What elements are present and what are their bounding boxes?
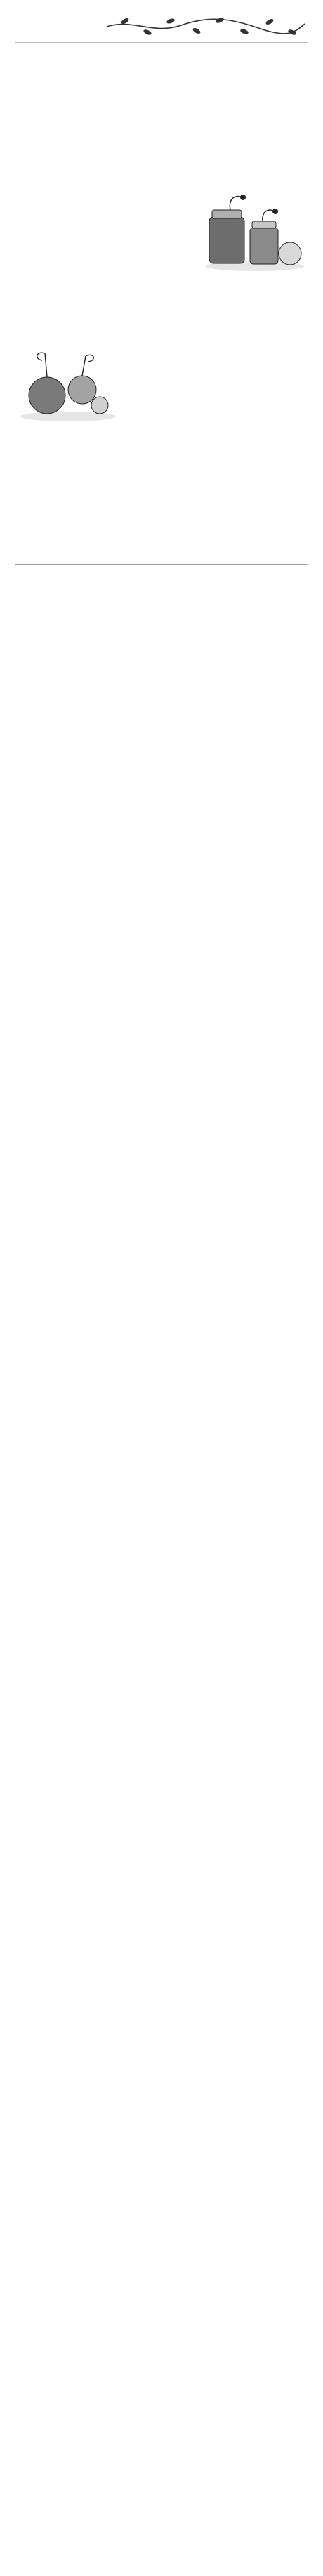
- paragraph: [15, 534, 308, 548]
- paragraph: [15, 300, 308, 314]
- herb-jars-illustration: [202, 189, 308, 273]
- recipe-paragraph: [15, 321, 308, 335]
- seed-pods-illustration: [15, 346, 121, 423]
- recipe-paragraph: [15, 471, 308, 485]
- article-title: [15, 55, 308, 70]
- source-footer: [15, 570, 308, 580]
- paragraph: [15, 100, 308, 114]
- footer-divider: [15, 564, 308, 565]
- paragraph: [15, 143, 308, 157]
- paragraph: [15, 121, 308, 136]
- paragraph: [15, 164, 308, 178]
- vine-ornament-icon: [104, 13, 308, 39]
- paragraph: [15, 79, 308, 93]
- recipe-paragraph: [15, 492, 308, 506]
- recipe-paragraph: [15, 450, 308, 464]
- section-header: [15, 10, 308, 43]
- paragraph: [15, 279, 308, 293]
- paragraph: [15, 513, 308, 527]
- recipe-paragraph: [15, 429, 308, 443]
